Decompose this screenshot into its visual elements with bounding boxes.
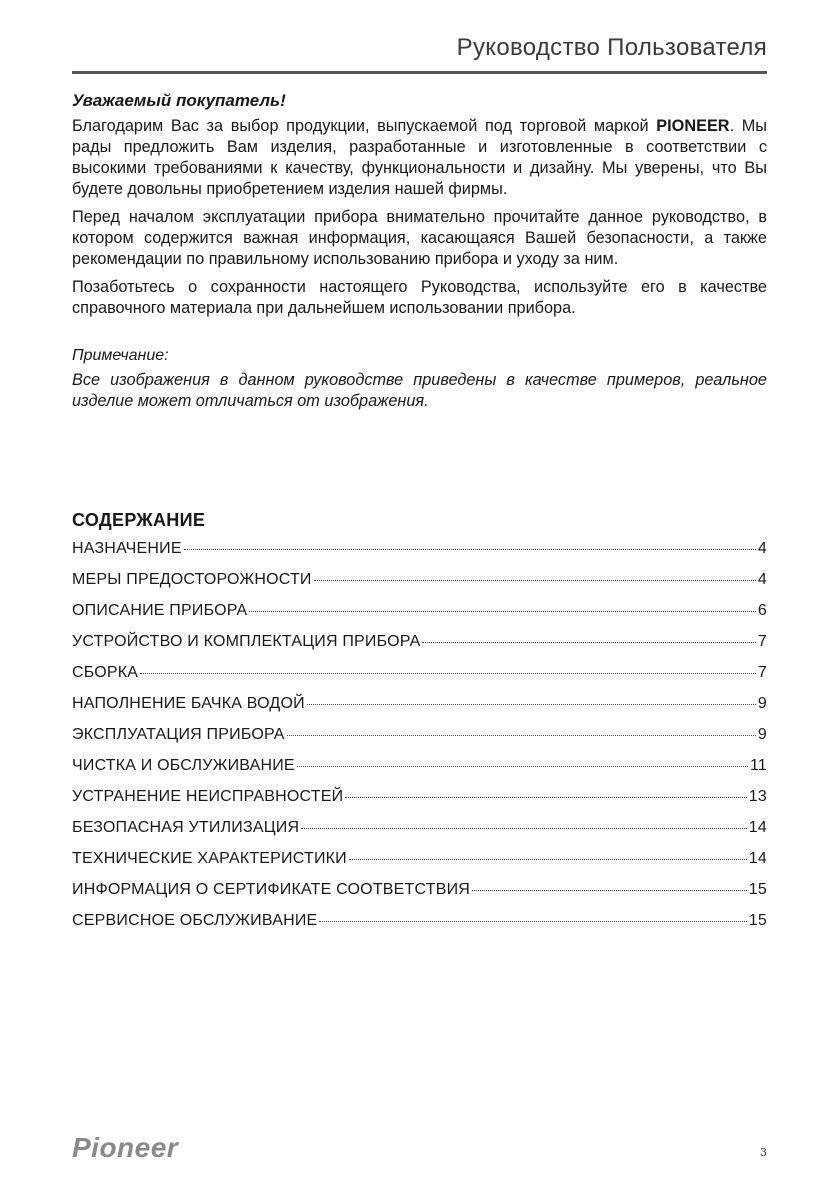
toc-entry[interactable] (72, 571, 767, 602)
toc-dot-leader (349, 859, 747, 860)
toc-entry-label: СБОРКА (72, 664, 139, 681)
toc-entry-page: 9 (757, 726, 767, 743)
toc-entry-page: 15 (748, 912, 767, 929)
toc-entry[interactable] (72, 912, 767, 943)
toc-dot-leader (184, 549, 756, 550)
toc-entry[interactable] (72, 726, 767, 757)
intro-paragraph-3: Позаботьтесь о сохранности настоящего Руководства, используйте его в качестве справочного материала при дальнейшем использовании прибора. (72, 278, 767, 317)
toc-entry-page: 14 (748, 850, 767, 867)
toc-entry-page: 14 (748, 819, 767, 836)
toc-entry[interactable] (72, 757, 767, 788)
toc-entry-label: УСТРАНЕНИЕ НЕИСПРАВНОСТЕЙ (72, 788, 344, 805)
toc-entry[interactable] (72, 881, 767, 912)
note-label: Примечание: (72, 347, 169, 364)
toc-entry[interactable] (72, 633, 767, 664)
toc-dot-leader (287, 735, 756, 736)
intro-paragraph-1-start: Благодарим Вас за выбор продукции, выпускаемой под торговой маркой (72, 117, 657, 135)
toc-entry-page: 13 (748, 788, 767, 805)
toc-entry[interactable] (72, 788, 767, 819)
toc-entry-page: 7 (757, 664, 767, 681)
toc-entry-page: 4 (757, 571, 767, 588)
toc-entry-label: ОПИСАНИЕ ПРИБОРА (72, 602, 248, 619)
toc-entry-page: 4 (757, 540, 767, 557)
toc-entry-label: ИНФОРМАЦИЯ О СЕРТИФИКАТЕ СООТВЕТСТВИЯ (72, 881, 471, 898)
intro-paragraph-1-end: . Мы рады предложить Вам изделия, разработанные и изготовленные в соответствии с высокими требованиями к качеству, функциональности и дизайну. Мы уверены, что Вы будете довольны приобретением изделия нашей фирмы. (72, 117, 768, 198)
toc-entry-page: 6 (757, 602, 767, 619)
toc-entry-page: 11 (749, 757, 767, 774)
document-title: Руководство Пользователя (456, 34, 767, 61)
intro-paragraph-2: Перед началом эксплуатации прибора внимательно прочитайте данное руководство, в котором содержится важная информация, касающаяся Вашей безопасности, а также рекомендации по правильному использованию прибора и уходу за ним. (72, 208, 767, 268)
toc-entry-label: УСТРОЙСТВО И КОМПЛЕКТАЦИЯ ПРИБОРА (72, 633, 421, 650)
toc-entry-label: ЭКСПЛУАТАЦИЯ ПРИБОРА (72, 726, 285, 743)
toc-dot-leader (314, 580, 756, 581)
toc-entry-label: СЕРВИСНОЕ ОБСЛУЖИВАНИЕ (72, 912, 318, 929)
toc-dot-leader (319, 921, 746, 922)
toc-entry[interactable] (72, 540, 767, 571)
toc-entry-label: БЕЗОПАСНАЯ УТИЛИЗАЦИЯ (72, 819, 300, 836)
toc-entry-page: 9 (757, 695, 767, 712)
header-divider (72, 71, 767, 74)
toc-entry-page: 15 (748, 881, 767, 898)
toc-dot-leader (307, 704, 756, 705)
toc-entry[interactable] (72, 602, 767, 633)
toc-dot-leader (345, 797, 746, 798)
toc-dot-leader (422, 642, 755, 643)
toc-dot-leader (472, 890, 747, 891)
toc-dot-leader (301, 828, 747, 829)
toc-heading: СОДЕРЖАНИЕ (72, 510, 206, 530)
toc-entry[interactable] (72, 664, 767, 695)
pioneer-logo: Pioneer (72, 1132, 179, 1163)
toc-entry-label: НАПОЛНЕНИЕ БАЧКА ВОДОЙ (72, 695, 305, 712)
page-number: 3 (760, 1146, 767, 1159)
toc-dot-leader (249, 611, 755, 612)
intro-section (72, 90, 767, 412)
toc-entry-label: МЕРЫ ПРЕДОСТОРОЖНОСТИ (72, 571, 312, 588)
greeting-heading: Уважаемый покупатель! (72, 91, 286, 110)
toc-entry-page: 7 (757, 633, 767, 650)
toc-entry[interactable] (72, 819, 767, 850)
brand-name: PIONEER (656, 117, 730, 135)
toc-entry-label: НАЗНАЧЕНИЕ (72, 540, 182, 557)
note-text: Все изображения в данном руководстве приведены в качестве примеров, реальное изделие может отличаться от изображения. (72, 371, 767, 410)
table-of-contents (72, 540, 767, 943)
toc-entry-label: ТЕХНИЧЕСКИЕ ХАРАКТЕРИСТИКИ (72, 850, 347, 867)
toc-entry[interactable] (72, 850, 767, 881)
intro-paragraph-1 (72, 116, 767, 200)
toc-entry-label: ЧИСТКА И ОБСЛУЖИВАНИЕ (72, 757, 295, 774)
toc-dot-leader (297, 766, 748, 767)
toc-entry[interactable] (72, 695, 767, 726)
toc-dot-leader (140, 673, 756, 674)
